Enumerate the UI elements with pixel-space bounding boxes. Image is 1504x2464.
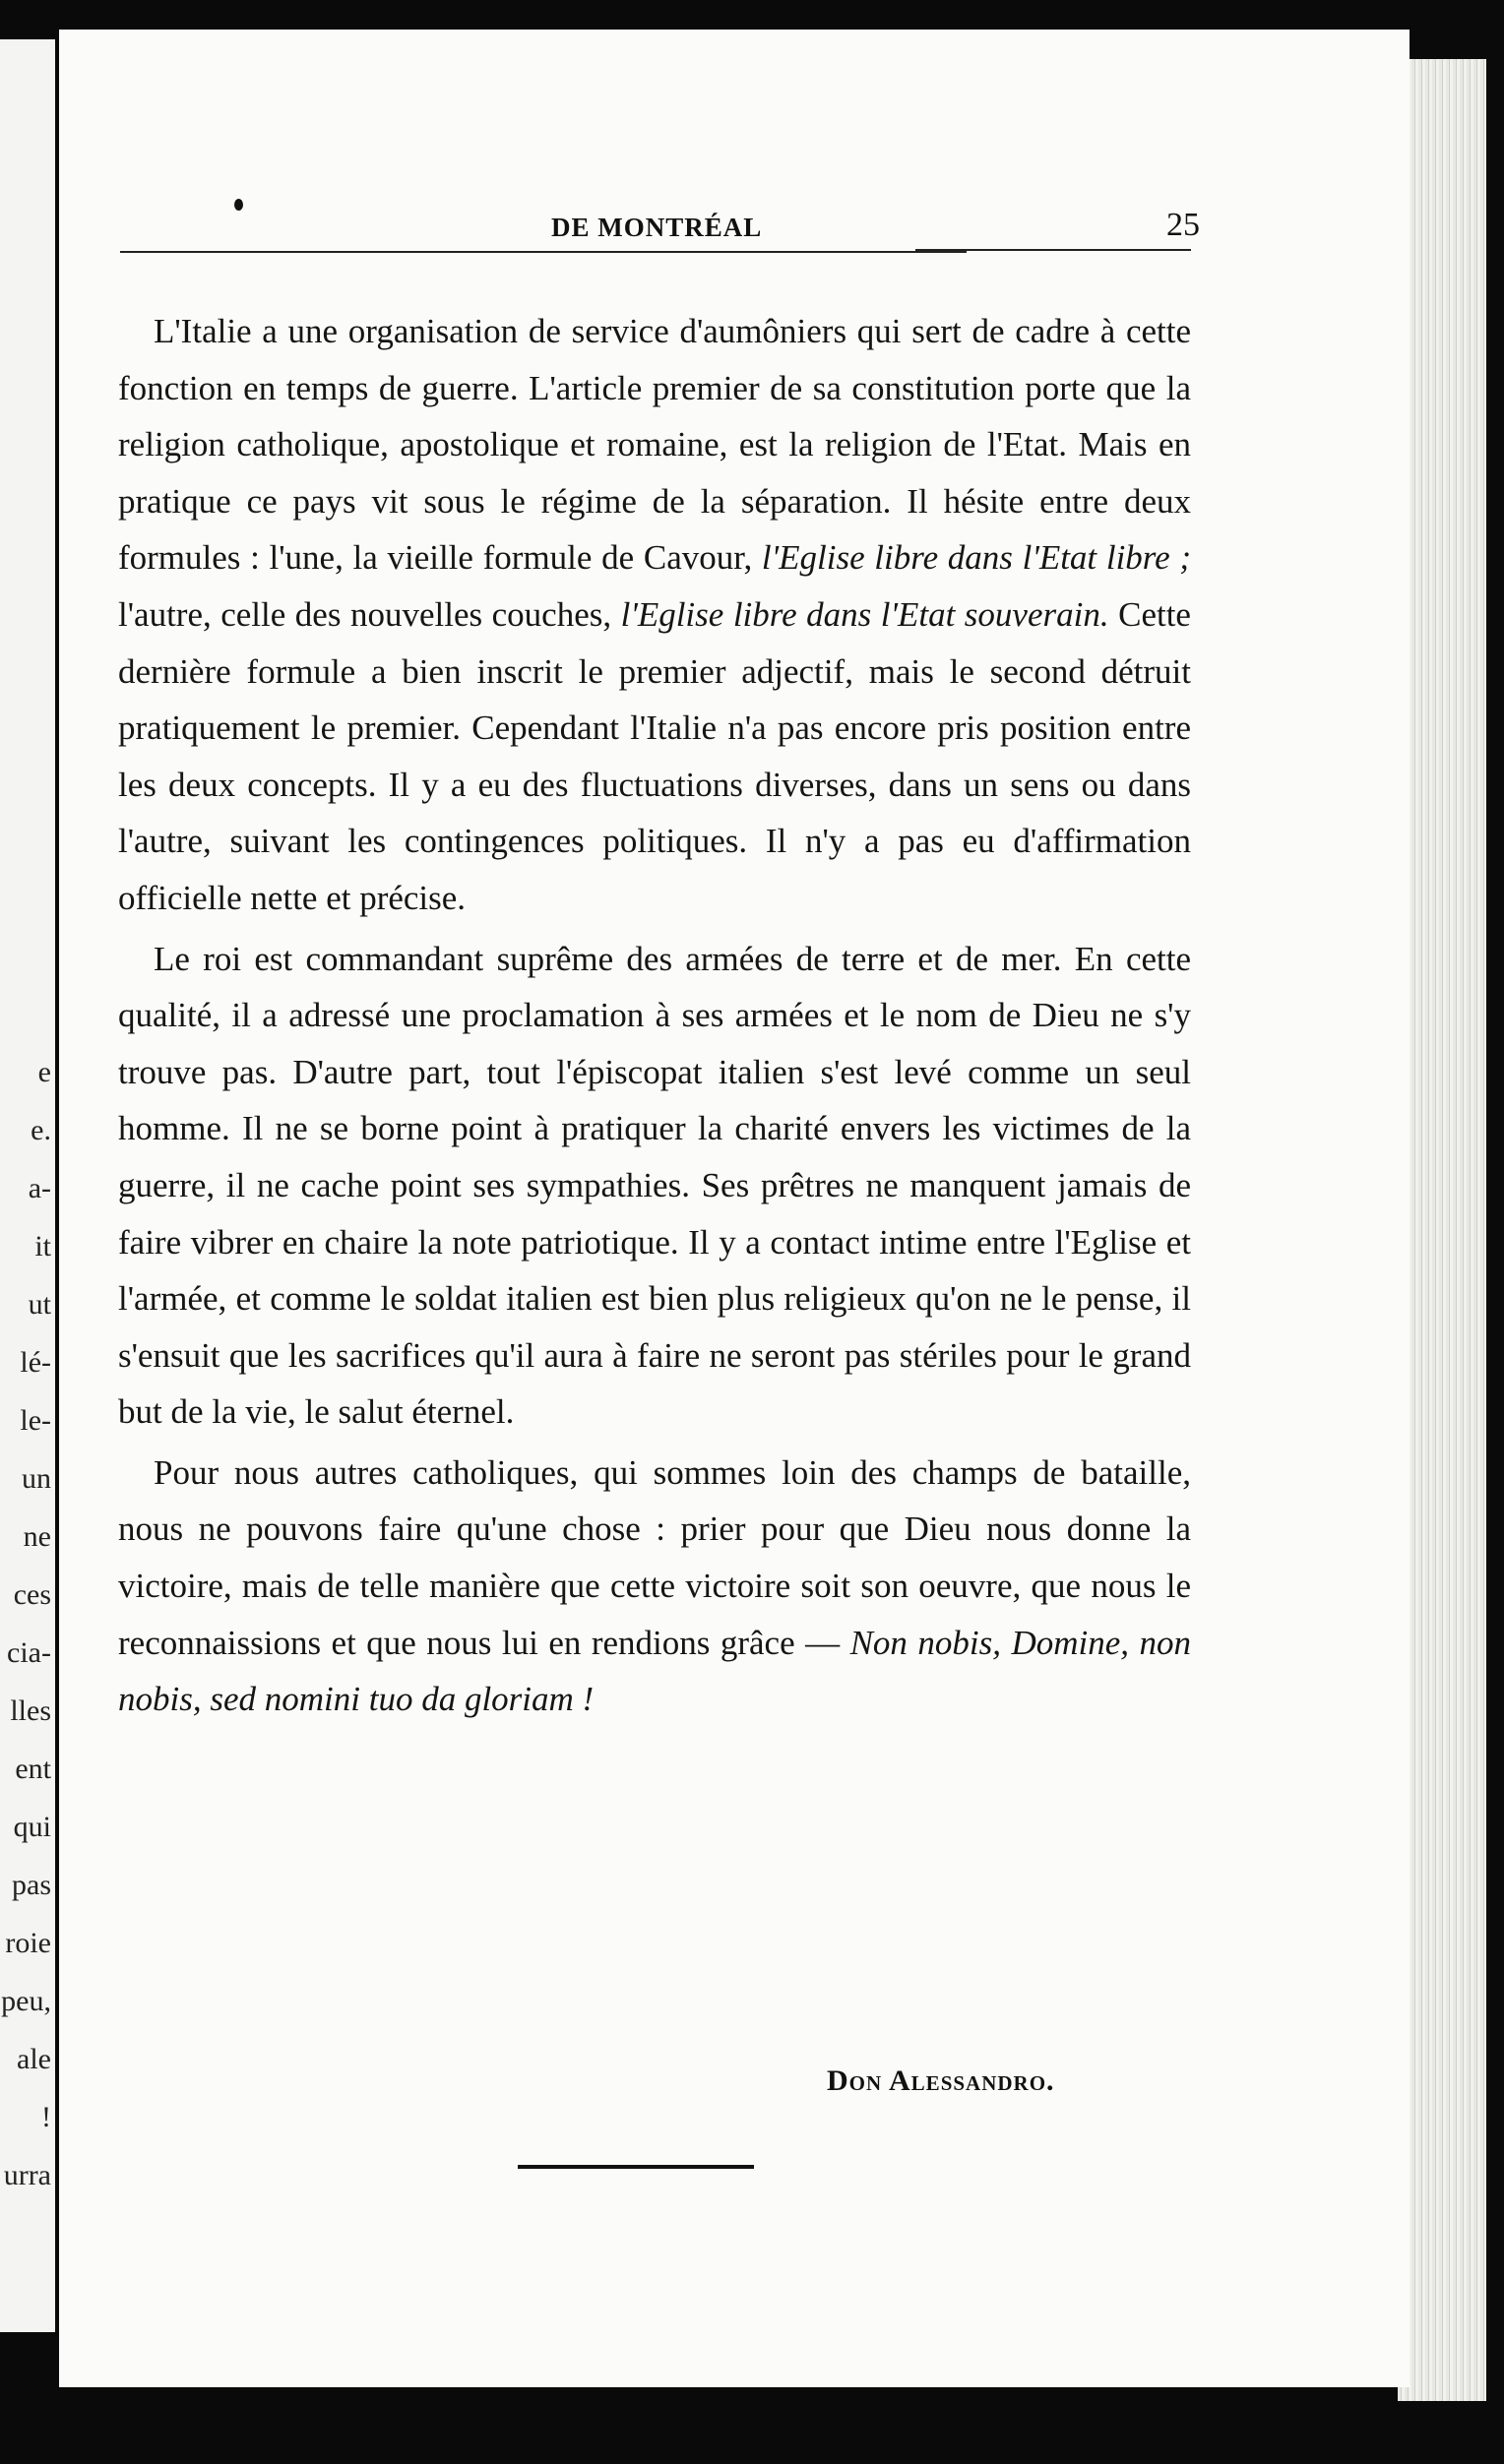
previous-page-edge — [0, 39, 55, 2332]
book-page — [59, 30, 1410, 2387]
ink-speck — [234, 199, 243, 211]
page-header — [59, 187, 1410, 246]
previous-page-line-end: cia- — [7, 1636, 51, 1669]
previous-page-line-end: ces — [13, 1578, 51, 1611]
paragraph — [118, 1445, 1191, 1728]
previous-page-line-end: un — [22, 1462, 51, 1495]
text-run: Cette dernière formule a bien inscrit le premier adjectif, mais le second détruit pratiquement le premier. Cependant l'Italie n'a pas encore pris position entre les deux concepts. Il y a eu des fluctuations diverses, dans un sens ou dans l'autre, suivant les contingences politiques. Il n'y a pas eu d'affirmation officielle nette et précise. — [118, 594, 1191, 917]
paragraph — [118, 931, 1191, 1441]
previous-page-text-fragments — [0, 1043, 51, 2204]
text-run: l'autre, celle des nouvelles couches, — [118, 594, 621, 634]
page-number: 25 — [1166, 207, 1200, 243]
previous-page-line-end: a- — [28, 1172, 51, 1204]
italic-phrase: Non nobis, Domine, non nobis, sed nomini tuo da gloriam ! — [118, 1623, 1191, 1719]
article-body — [118, 303, 1191, 1728]
book-fore-edge — [1398, 59, 1486, 2401]
previous-page-line-end: qui — [13, 1811, 51, 1843]
author-signature: Don Alessandro. — [827, 2064, 1055, 2097]
previous-page-line-end: ale ! — [17, 2043, 51, 2133]
italic-phrase: l'Eglise libre dans l'Etat libre ; — [761, 538, 1191, 578]
previous-page-line-end: peu, — [1, 1985, 51, 2017]
header-rule-right — [915, 249, 1191, 251]
italic-phrase: l'Eglise libre dans l'Etat souverain. — [620, 594, 1109, 634]
previous-page-line-end: e — [37, 1056, 51, 1088]
previous-page-line-end: ent — [15, 1753, 51, 1785]
text-run: L'Italie a une organisation de service d'aumôniers qui sert de cadre à cette fonction en temps de guerre. L'article premier de sa constitution porte que la religion catholique, apostolique et romaine, est la religion de l'Etat. Mais en pratique ce pays vit sous le régime de la séparation. Il hésite entre deux formules : l'une, la vieille formule de Cavour, — [118, 312, 1191, 578]
previous-page-line-end: urra — [3, 2159, 51, 2191]
text-run: Le roi est commandant suprême des armées de terre et de mer. En cette qualité, il a adressé une proclamation à ses armées et le nom de Dieu ne s'y trouve pas. D'autre part, tout l'épiscopat italien s'est levé comme un seul homme. Il ne se borne point à pratiquer la charité envers les victimes de la guerre, il ne cache point ses sympathies. Ses prêtres ne manquent jamais de faire vibrer en chaire la note patriotique. Il y a contact intime entre l'Eglise et l'armée, et comme le soldat italien est bien plus religieux qu'on ne le pense, il s'ensuit que les sacrifices qu'il aura à faire ne seront pas stériles pour le grand but de la vie, le salut éternel. — [118, 939, 1191, 1432]
previous-page-line-end: pas — [12, 1869, 51, 1901]
header-rule — [120, 251, 967, 253]
previous-page-line-end: lles — [10, 1694, 51, 1727]
previous-page-line-end: ne — [23, 1520, 51, 1553]
closing-rule — [518, 2165, 754, 2169]
previous-page-line-end: e. — [31, 1114, 51, 1146]
previous-page-line-end: roie — [5, 1927, 51, 1959]
paragraph — [118, 303, 1191, 927]
previous-page-line-end: it — [34, 1230, 51, 1263]
previous-page-line-end: le- — [20, 1404, 51, 1437]
previous-page-line-end: lé- — [20, 1346, 51, 1379]
text-run: Pour nous autres catholiques, qui sommes loin des champs de bataille, nous ne pouvons faire qu'une chose : prier pour que Dieu nous donne la victoire, mais de telle manière que cette victoire soit son oeuvre, que nous le reconnaissions et que nous lui en rendions grâce — — [118, 1452, 1191, 1662]
running-title: DE MONTRÉAL — [551, 213, 763, 242]
previous-page-line-end: ut — [28, 1288, 51, 1321]
